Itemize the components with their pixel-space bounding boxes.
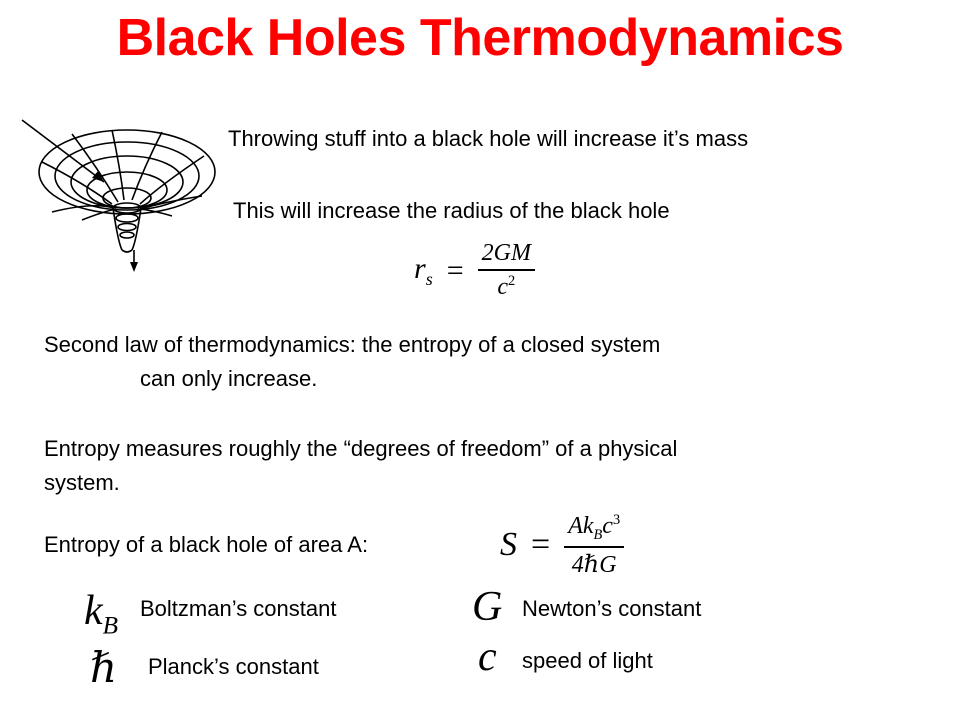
boltzmann-symbol: $k_B$: [84, 588, 119, 640]
entropy-lhs: S: [500, 526, 517, 564]
schwarzschild-radius-formula: [414, 240, 535, 301]
second-law-line-1: Second law of thermodynamics: the entropy of a closed system: [44, 332, 661, 357]
entropy-line-2: system.: [44, 470, 120, 495]
newton-label: Newton’s constant: [522, 596, 702, 621]
speed-of-light-symbol: c: [478, 634, 497, 680]
entropy-line-1: Entropy measures roughly the “degrees of freedom” of a physical: [44, 436, 678, 461]
equals-sign: =: [446, 253, 464, 287]
entropy-numerator: $Ak_Bc^3$: [564, 512, 624, 548]
funnel-black-hole-diagram: [12, 112, 217, 277]
planck-label: Planck’s constant: [148, 654, 319, 679]
radius-numerator: 2GM: [478, 240, 535, 271]
radius-fraction: [478, 240, 535, 301]
entropy-description: [44, 432, 677, 500]
radius-statement: This will increase the radius of the black hole: [233, 198, 670, 223]
second-law-text: [44, 328, 660, 396]
bekenstein-hawking-formula: [500, 512, 624, 579]
radius-denominator: $c^2$: [497, 273, 516, 300]
mass-statement: Throwing stuff into a black hole will increase it’s mass: [228, 126, 749, 151]
speed-of-light-label: speed of light: [522, 648, 653, 673]
entropy-fraction: [564, 512, 624, 579]
boltzmann-label: Boltzman’s constant: [140, 596, 337, 621]
equals-sign: =: [531, 526, 551, 564]
black-hole-entropy-label: Entropy of a black hole of area A:: [44, 532, 369, 557]
radius-lhs: $r_s$: [414, 251, 433, 289]
planck-symbol: ℏ: [90, 646, 118, 692]
newton-symbol: G: [472, 584, 503, 630]
slide-title: Black Holes Thermodynamics: [116, 9, 844, 67]
second-law-line-2: can only increase.: [140, 366, 318, 391]
entropy-denominator: 4ℏG: [571, 551, 617, 578]
